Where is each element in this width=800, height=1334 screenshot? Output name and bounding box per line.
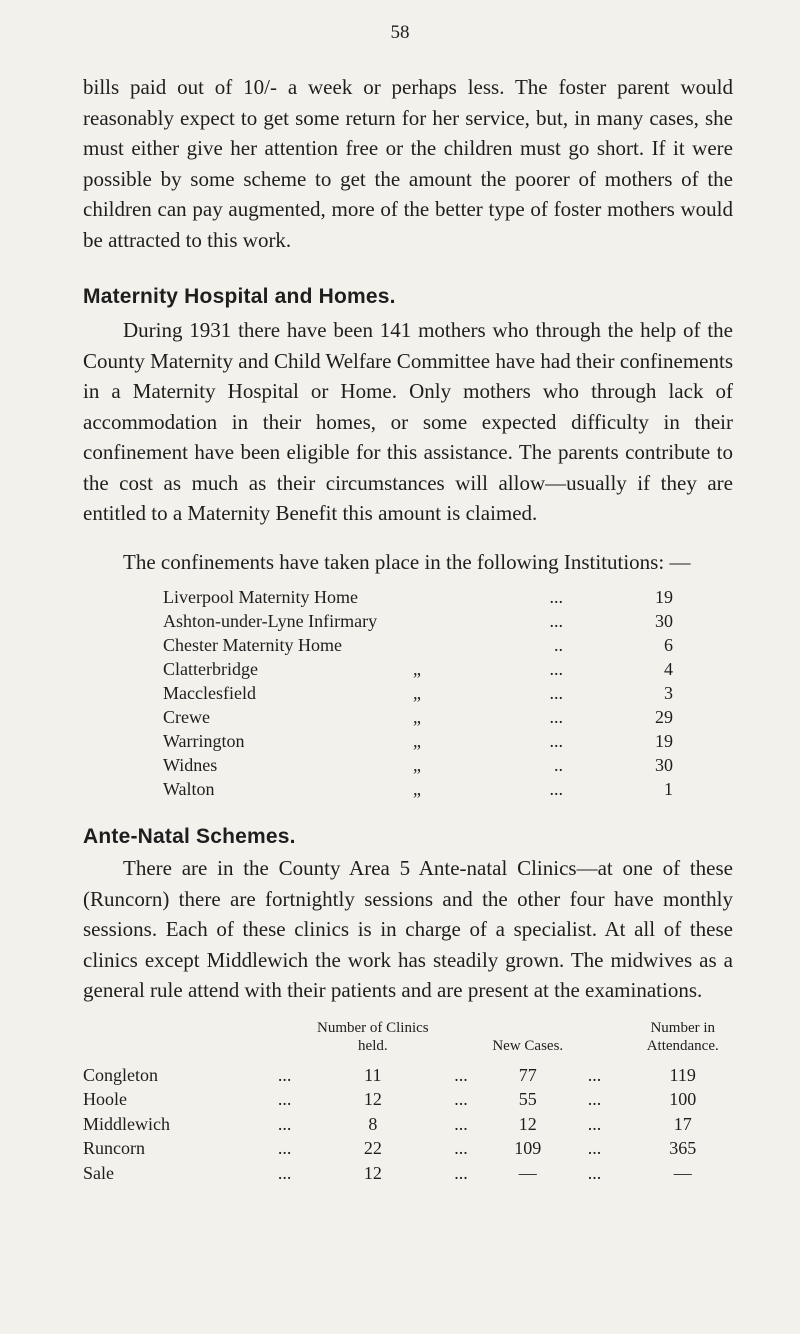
institution-count: 30	[655, 611, 673, 631]
dot-leader: ...	[587, 1064, 602, 1085]
dot-leader: ...	[454, 1089, 468, 1109]
institution-count: 4	[664, 659, 673, 679]
dot-leader: ...	[454, 1162, 468, 1183]
institution-count: 3	[664, 683, 673, 703]
ditto-mark: „	[413, 707, 421, 727]
institution-count: 1	[664, 779, 673, 799]
intro-paragraph: bills paid out of 10/- a week or perhaps less. The foster parent would reasonably expect to get some return for her service, but, in many cases, she must either give her attention free or the children must go short. If it were possible by some scheme to get the amount the poorer of mothers of the children can pay augmented, more of the better type of foster mothers would be attracted to this work.	[83, 75, 733, 252]
dot-leader: ...	[454, 1064, 468, 1085]
clinics-held-value: 8	[368, 1113, 378, 1134]
institution-name: Macclesfield	[163, 683, 256, 703]
new-cases-value: 77	[518, 1064, 537, 1085]
dot-leader: ..	[554, 755, 563, 775]
institution-count: 19	[655, 587, 673, 607]
institution-count: 29	[655, 707, 673, 727]
attendance-value: 100	[669, 1089, 697, 1109]
dot-leader: ...	[549, 731, 563, 751]
dot-leader: ...	[454, 1138, 468, 1158]
institution-row	[163, 633, 683, 657]
antenatal-paragraph: There are in the County Area 5 Ante-natal Clinics—at one of these (Runcorn) there are fortnightly sessions and the other four have monthly sessions. Each of these clinics is in charge of a specialist. At all of these clinics except Middlewich the work has steadily grown. The midwives as a general rule attend with their patients and are present at the examinations.	[83, 856, 733, 1002]
dot-leader: ...	[277, 1138, 292, 1158]
dot-leader: ...	[549, 611, 563, 631]
clinic-name: Congleton	[83, 1064, 158, 1085]
institution-row	[163, 753, 683, 777]
antenatal-heading: Ante-Natal Schemes.	[83, 825, 296, 848]
dot-leader: ...	[454, 1113, 468, 1134]
new-cases-value: 12	[518, 1113, 537, 1134]
institutions-table	[163, 585, 683, 801]
page-content	[83, 72, 733, 1185]
new-cases-value: 109	[514, 1138, 542, 1158]
institution-count: 30	[655, 755, 673, 775]
maternity-heading: Maternity Hospital and Homes.	[83, 285, 396, 308]
attendance-value: —	[673, 1162, 692, 1183]
clinics-held-value: 12	[363, 1089, 382, 1109]
ditto-mark: „	[413, 731, 421, 751]
clinics-held-value: 22	[363, 1138, 382, 1158]
clinic-name: Middlewich	[83, 1113, 170, 1134]
institution-row	[163, 585, 683, 609]
institution-name: Widnes	[163, 755, 218, 775]
dot-leader: ...	[587, 1138, 602, 1158]
institution-count: 19	[655, 731, 673, 751]
institutions-intro: The confinements have taken place in the following Institutions: —	[123, 549, 691, 574]
attendance-value: 365	[669, 1138, 697, 1158]
institution-name: Warrington	[163, 731, 245, 751]
institution-row	[163, 681, 683, 705]
clinic-row	[78, 1087, 743, 1112]
institution-count: 6	[664, 635, 673, 655]
dot-leader: ...	[549, 587, 563, 607]
new-cases-value: 55	[518, 1089, 537, 1109]
institution-name: Clatterbridge	[163, 659, 258, 679]
institution-name: Chester Maternity Home	[163, 635, 342, 655]
dot-leader: ...	[549, 779, 563, 799]
institution-row	[163, 777, 683, 801]
clinic-row	[78, 1161, 743, 1186]
ditto-mark: „	[413, 779, 421, 799]
ditto-mark: „	[413, 755, 421, 775]
header-new-cases: New Cases.	[492, 1037, 564, 1054]
clinics-held-value: 12	[363, 1162, 382, 1183]
clinic-name: Sale	[83, 1162, 114, 1183]
antenatal-clinics-table	[78, 1018, 743, 1186]
institution-row	[163, 609, 683, 633]
institution-row	[163, 705, 683, 729]
ditto-mark: „	[413, 683, 421, 703]
dot-leader: ...	[549, 707, 563, 727]
institution-row	[163, 729, 683, 753]
attendance-value: 119	[669, 1064, 696, 1085]
dot-leader: ...	[277, 1162, 292, 1183]
ditto-mark	[413, 609, 513, 633]
clinic-name: Runcorn	[83, 1138, 145, 1158]
new-cases-value: —	[518, 1162, 537, 1183]
page-number: 58	[390, 22, 410, 43]
clinic-row	[78, 1112, 743, 1137]
ditto-mark	[413, 585, 513, 609]
institution-name: Walton	[163, 779, 215, 799]
header-attendance: Number in Attendance.	[646, 1019, 719, 1054]
attendance-value: 17	[673, 1113, 692, 1134]
dot-leader: ...	[277, 1113, 292, 1134]
institution-row	[163, 657, 683, 681]
dot-leader: ...	[587, 1113, 602, 1134]
header-clinics-held: Number of Clinics held.	[316, 1019, 429, 1054]
clinic-row	[78, 1063, 743, 1088]
clinic-name: Hoole	[83, 1089, 127, 1109]
dot-leader: ...	[277, 1089, 292, 1109]
dot-leader: ...	[587, 1089, 602, 1109]
clinic-row	[78, 1136, 743, 1161]
institution-name: Ashton-under-Lyne Infirmary	[163, 611, 378, 631]
institution-name: Crewe	[163, 707, 210, 727]
dot-leader: ...	[587, 1162, 602, 1183]
maternity-paragraph: During 1931 there have been 141 mothers who through the help of the County Maternity and Child Welfare Committee have had their confinements in a Maternity Hospital or Home. Only mothers who through lack of accommodation in their homes, or some expected difficulty in their confinement have been eligible for this assistance. The parents contribute to the cost as much as their circumstances will allow—usually if they are entitled to a Maternity Benefit this amount is claimed.	[83, 318, 733, 525]
dot-leader: ...	[549, 659, 563, 679]
dot-leader: ..	[554, 635, 563, 655]
dot-leader: ...	[549, 683, 563, 703]
ditto-mark	[413, 633, 513, 657]
clinics-held-value: 11	[364, 1064, 382, 1085]
ditto-mark: „	[413, 659, 421, 679]
dot-leader: ...	[277, 1064, 292, 1085]
institution-name: Liverpool Maternity Home	[163, 587, 358, 607]
